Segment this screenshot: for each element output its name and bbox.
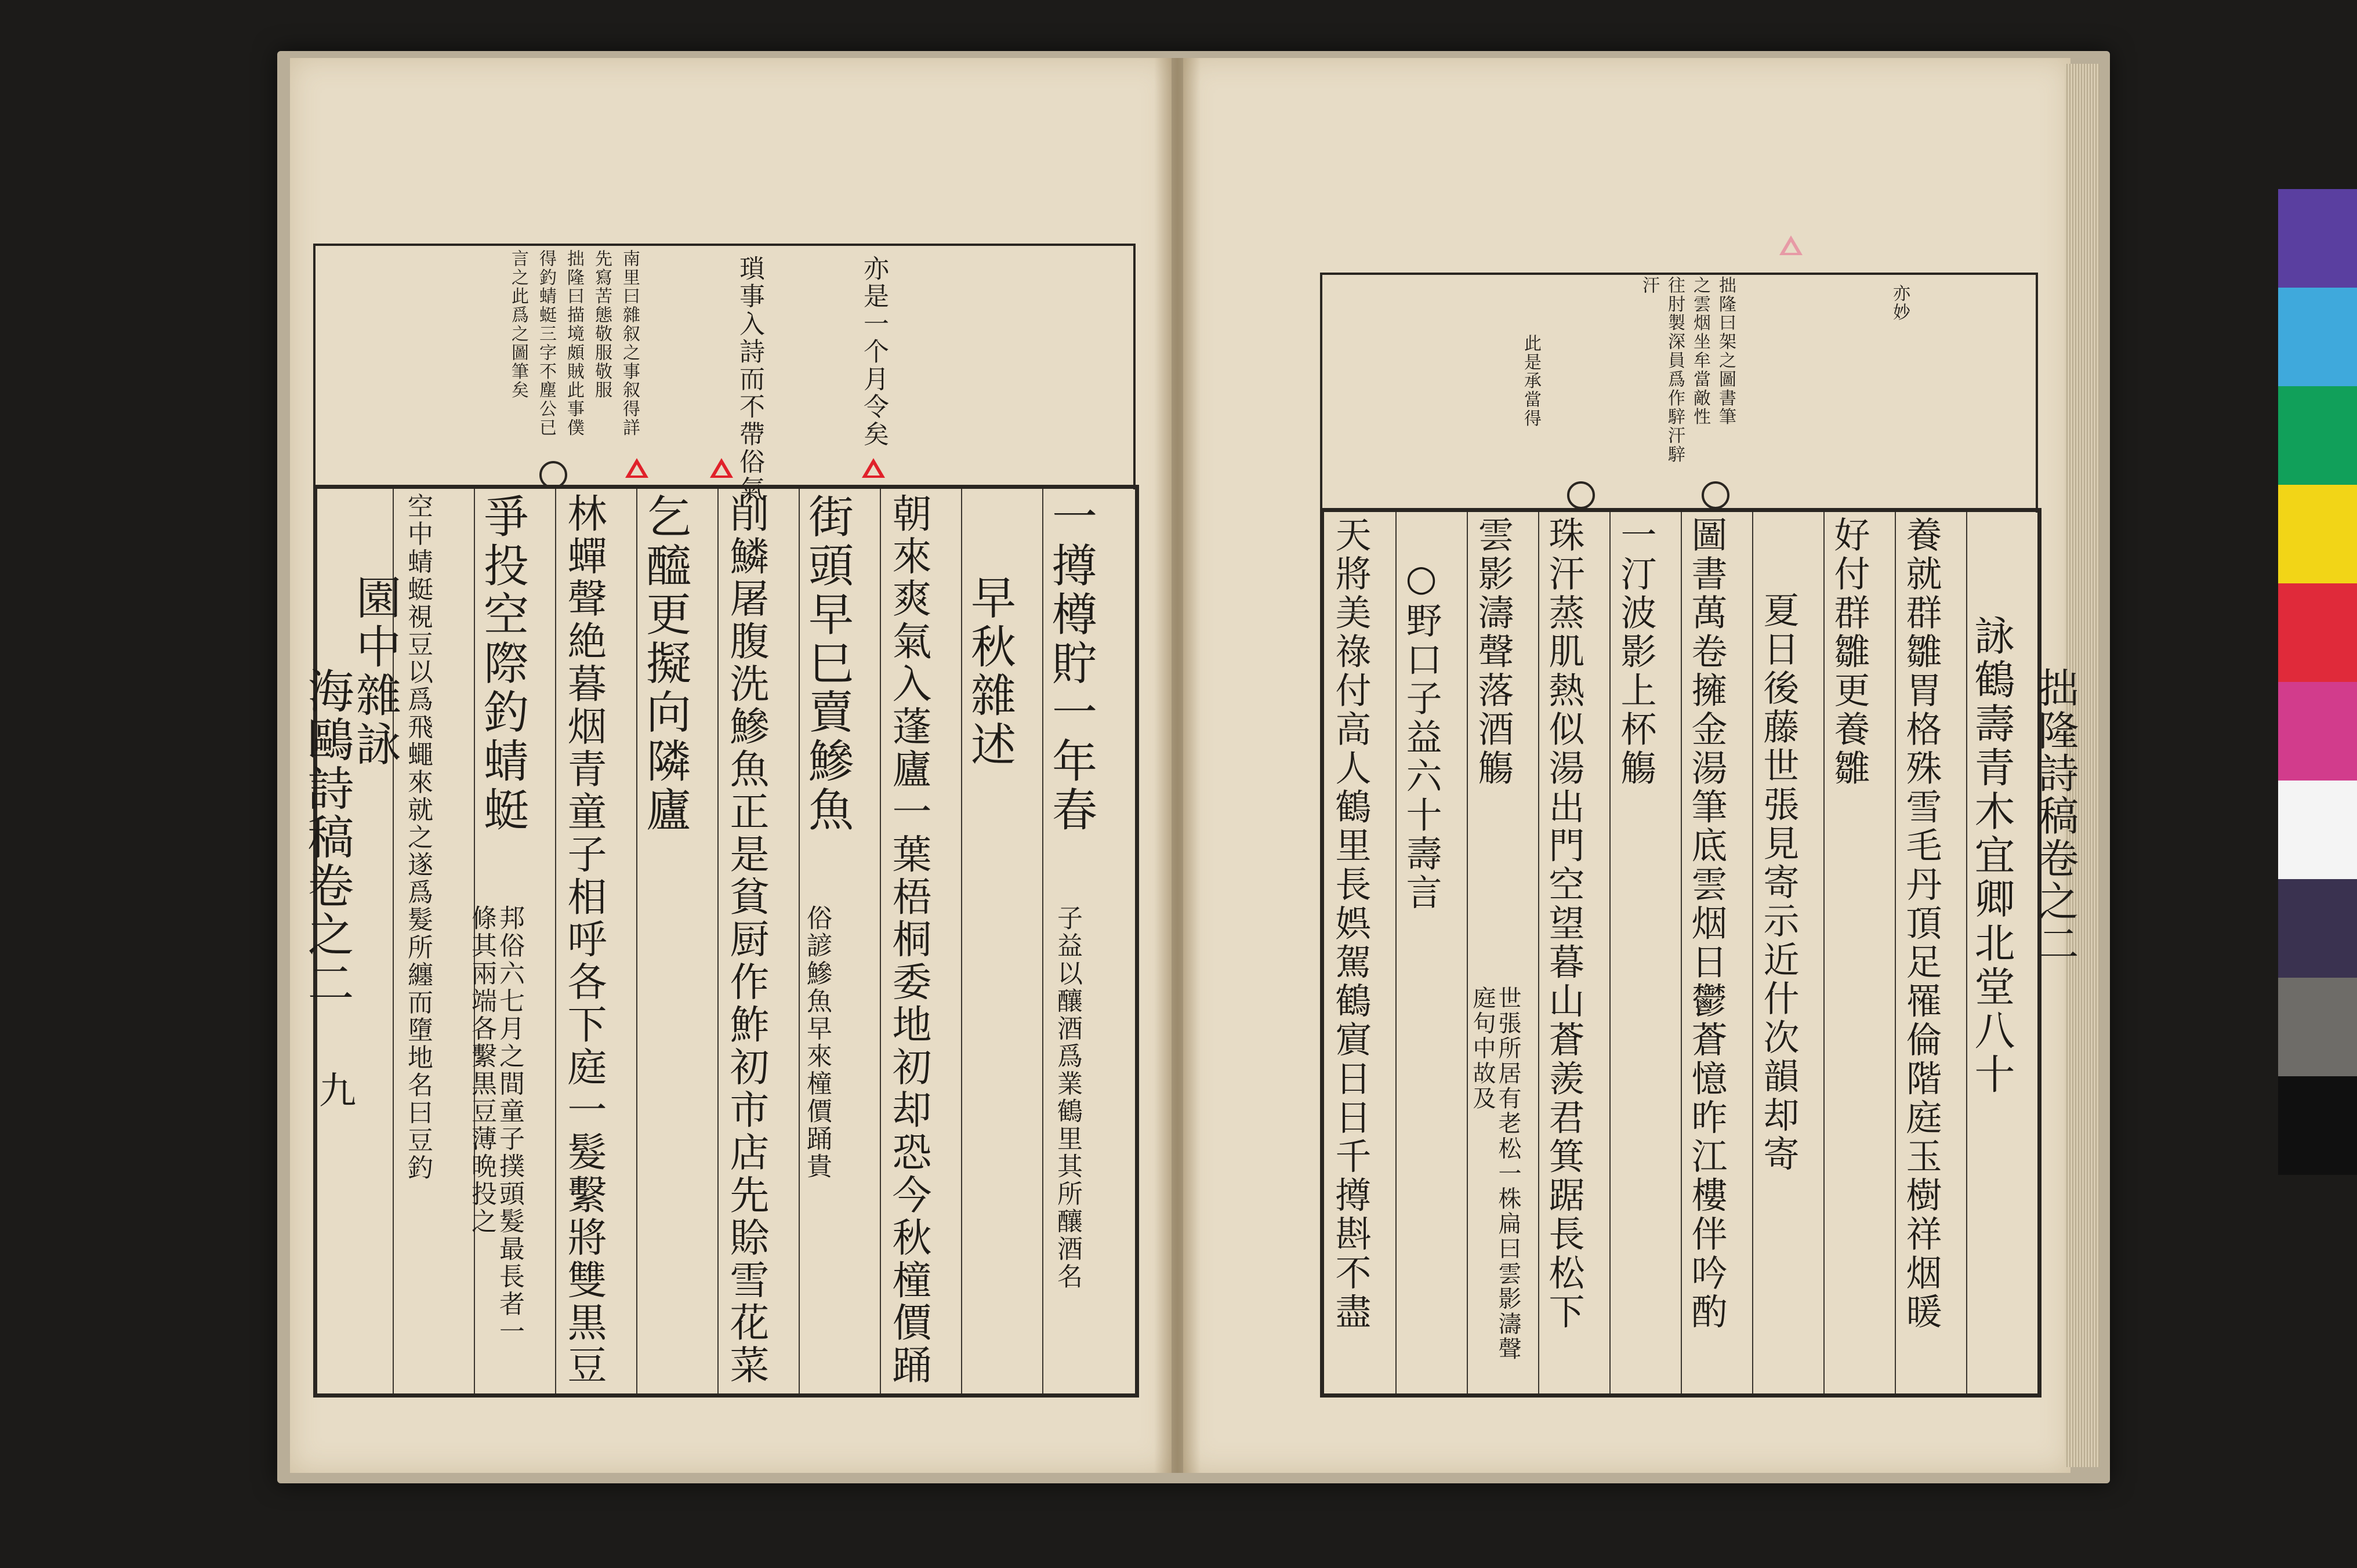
color-patch xyxy=(2278,386,2357,485)
left-headnote-6: 得釣蜻蜓三字不塵公已 xyxy=(536,249,556,437)
color-patch xyxy=(2278,583,2357,682)
left-headnote-3: 南里曰雜叙之事叙得詳 xyxy=(619,249,640,437)
left-headnote-4: 先寫苦態敬服敬服 xyxy=(592,249,612,400)
red-triangle-mark xyxy=(625,458,648,478)
left-headnote-2: 瑣事入詩而不帶俗氣 xyxy=(735,255,764,503)
left-headnote-1: 亦是一个月令矣 xyxy=(859,255,889,448)
right-headnote-3: 之雲烟坐牟當敵性 xyxy=(1690,276,1710,427)
right-headnote-4: 往肘製深員爲作騂汗騂 xyxy=(1665,276,1685,464)
color-patch xyxy=(2278,189,2357,288)
right-headnote-2: 拙隆曰架之圖書筆 xyxy=(1716,276,1736,427)
color-patch xyxy=(2278,288,2357,386)
left-col-2: 早秋雜述 xyxy=(963,574,1016,770)
left-col-1: 一撙樽貯一年春 xyxy=(1045,493,1097,835)
left-headnote-7: 言之此爲之圖筆矣 xyxy=(508,249,528,400)
left-col-7: 林蟬聲絶暮烟青童子相呼各下庭一髮繫將雙黒豆 xyxy=(561,493,607,1388)
right-headnote-5: 汗 xyxy=(1639,276,1659,295)
circle-mark xyxy=(1567,481,1595,509)
right-headnote-6: 此是承當得 xyxy=(1521,334,1541,428)
left-col-5: 削鱗屠腹洗鰺魚正是貧厨作鮓初市店先賒雪花菜 xyxy=(723,493,769,1388)
gutter xyxy=(1154,58,1201,1473)
right-col-8-note: 世張所居有老松一株扁曰雲影濤聲庭句中故及 xyxy=(1469,986,1521,1362)
right-col-5: 圖書萬卷擁金湯筆底雲烟日鬱蒼憶昨江樓伴吟酌 xyxy=(1685,516,1728,1332)
right-col-3: 好付群雛更養雛 xyxy=(1828,516,1870,788)
left-headnote-5: 拙隆曰描境頗賊此事僕 xyxy=(564,249,584,437)
color-patch xyxy=(2278,978,2357,1076)
left-col-3: 朝來爽氣入蓬廬一葉梧桐委地初却恐今秋橦價踊 xyxy=(886,493,931,1388)
left-col-8-note: 邦俗六七月之間童子撲頭髮最長者一條其兩端各繫黒豆薄晩投之 xyxy=(467,905,524,1346)
red-triangle-mark xyxy=(710,458,733,478)
right-page-banner: 拙隆詩稿卷之二 xyxy=(2032,667,2079,966)
right-col-4: 夏日後藤世張見寄示近什次韻却寄 xyxy=(1757,591,1800,1174)
left-col-8: 爭投空際釣蜻蜓 xyxy=(476,493,528,835)
left-page-folio: 九 xyxy=(319,1070,356,1113)
right-col-9: ○野口子益六十壽言 xyxy=(1400,557,1442,913)
left-col-4-note: 俗諺鰺魚早來橦價踊貴 xyxy=(802,905,832,1181)
left-col-1-note: 子益以釀酒爲業鶴里其所釀酒名 xyxy=(1053,905,1082,1291)
right-col-6: 一汀波影上杯觴 xyxy=(1615,516,1657,788)
right-col-2: 養就群雛胃格殊雪毛丹頂足罹倫階庭玉樹祥烟暖 xyxy=(1900,516,1942,1332)
left-col-4: 街頭早巳賣鰺魚 xyxy=(801,493,853,835)
color-patch xyxy=(2278,879,2357,978)
left-col-10: 園中雜詠 xyxy=(349,574,401,770)
left-headnote-frame xyxy=(313,244,1136,489)
color-patch xyxy=(2278,1076,2357,1175)
right-col-7: 珠汗蒸肌熱似湯出門空望暮山蒼羨君箕踞長松下 xyxy=(1543,516,1585,1332)
color-patch xyxy=(2278,781,2357,879)
right-col-8: 雲影濤聲落酒觴 xyxy=(1472,516,1514,788)
color-patch xyxy=(2278,682,2357,781)
right-col-10: 天將美祿付高人鶴里長娯駕鶴賔日日千撙斟不盡 xyxy=(1329,516,1372,1332)
color-patch xyxy=(2278,485,2357,583)
circle-mark xyxy=(1702,481,1729,509)
right-col-1: 詠鶴壽青木宜卿北堂八十 xyxy=(1968,615,2015,1097)
red-triangle-mark xyxy=(862,458,885,478)
right-headnote-1: 亦妙 xyxy=(1890,284,1910,322)
pink-triangle-mark xyxy=(1779,235,1803,255)
color-checker xyxy=(2278,189,2357,1175)
left-col-9-note: 空中蜻蜓視豆以爲飛蠅來就之遂爲髮所纏而墮地名曰豆釣 xyxy=(403,493,433,1182)
left-page-banner: 海鷗詩稿卷之二 xyxy=(300,667,354,1008)
left-col-6: 乞醯更擬向隣廬 xyxy=(639,493,691,835)
